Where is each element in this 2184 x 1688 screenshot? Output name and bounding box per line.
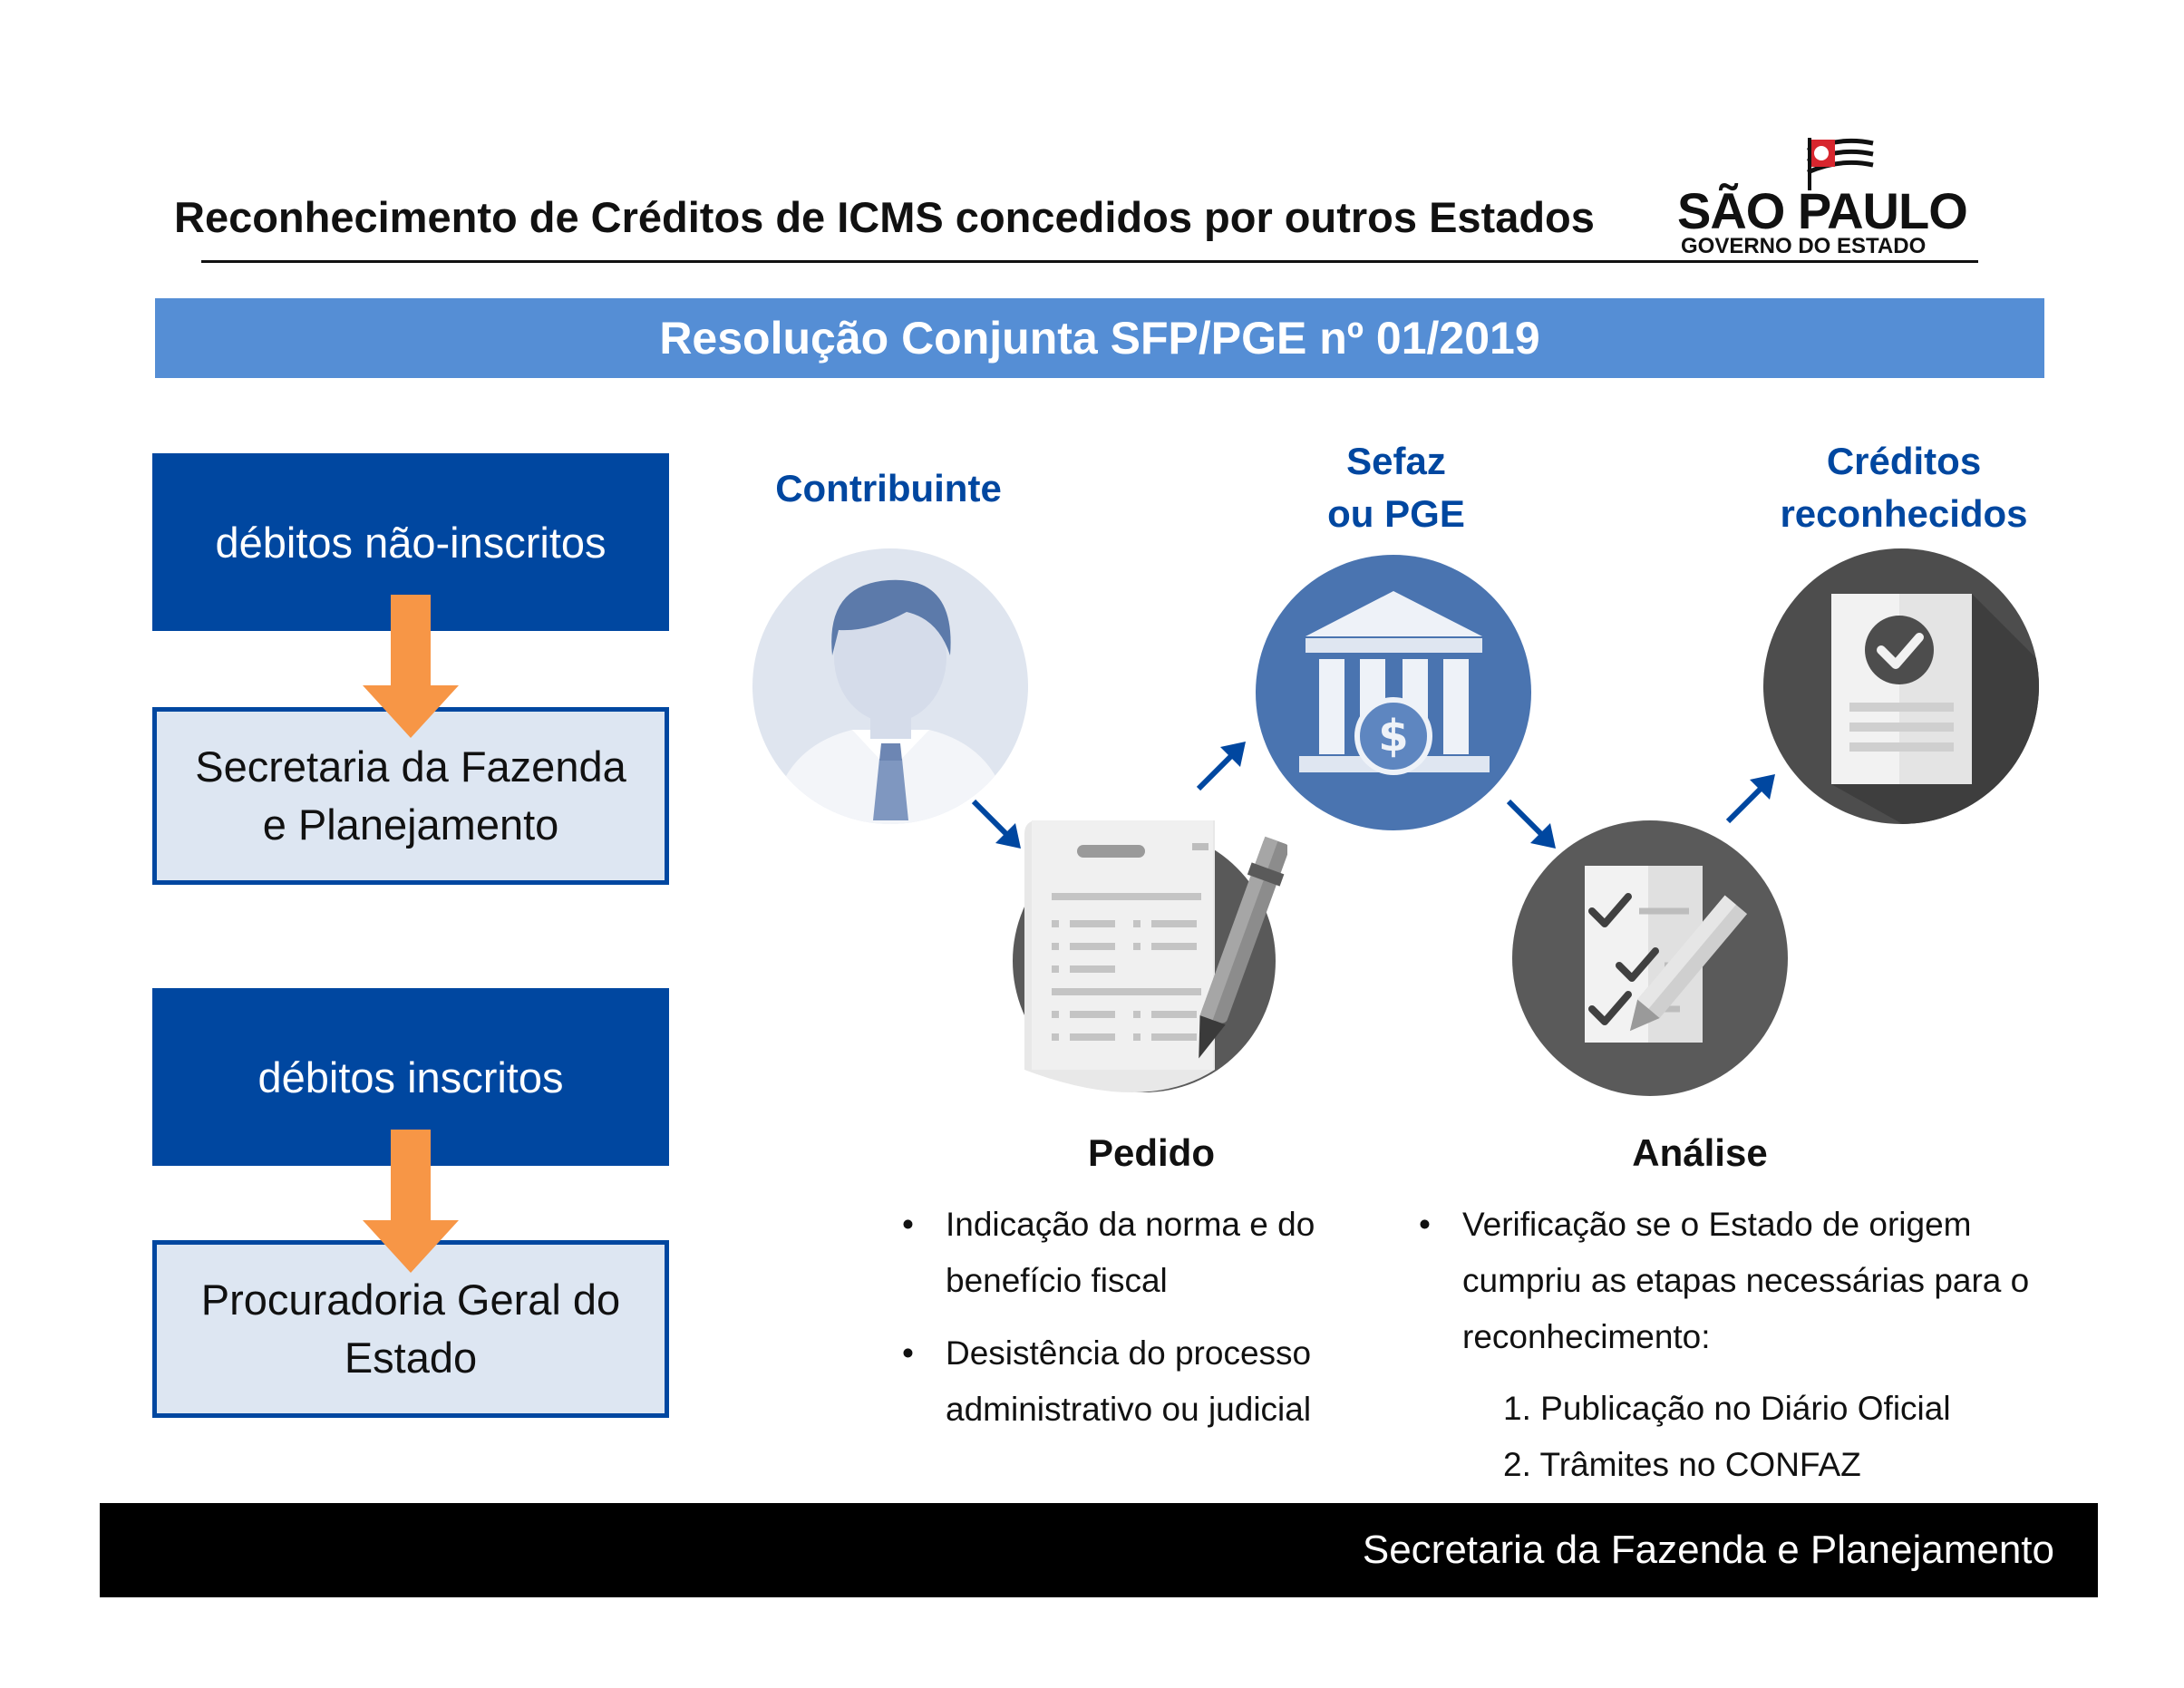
arrow-up-right-icon-2 — [1724, 771, 1779, 825]
form-pen-icon — [1006, 807, 1287, 1097]
analise-bullet-list — [1419, 1197, 2044, 1382]
arrow-down-right-icon-1 — [970, 798, 1024, 852]
resolution-banner: Resolução Conjunta SFP/PGE nº 01/2019 — [155, 298, 2044, 378]
sao-paulo-logo — [1677, 134, 1985, 261]
sefaz-label-line2: ou PGE — [1327, 492, 1465, 535]
analise-heading: Análise — [1632, 1131, 1768, 1174]
analise-bullet: • Verificação se o Estado de origem cumpriu as etapas necessárias para o reconhecimento: — [1419, 1197, 2044, 1365]
logo-main-text: SÃO PAULO — [1677, 182, 1967, 239]
analise-step: 1. Publicação no Diário Oficial — [1503, 1390, 1951, 1427]
creditos-label-line2: reconhecidos — [1780, 492, 2028, 535]
debitos-inscritos-label: débitos inscritos — [257, 1053, 564, 1101]
person-icon — [752, 548, 1029, 825]
bank-icon — [1256, 555, 1532, 831]
sefaz-label — [1260, 435, 1532, 540]
orange-down-arrow-1 — [361, 595, 461, 740]
logo-sub-text: GOVERNO DO ESTADO — [1681, 234, 1927, 258]
page-title: Reconhecimento de Créditos de ICMS concedidos por outros Estados — [174, 193, 1595, 241]
creditos-label — [1723, 435, 2085, 540]
approved-document-icon — [1763, 548, 2040, 825]
footer-text: Secretaria da Fazenda e Planejamento — [1362, 1528, 2054, 1572]
pedido-heading: Pedido — [1087, 1131, 1215, 1174]
pedido-bullet: • Indicação da norma e do benefício fiscal — [902, 1197, 1373, 1309]
svg-text:$: $ — [1378, 711, 1409, 762]
pedido-bullet: • Desistência do processo administrativo ou judicial — [902, 1325, 1373, 1438]
debitos-nao-inscritos-label: débitos não-inscritos — [215, 518, 607, 567]
sefaz-label-line1: Sefaz — [1346, 440, 1446, 482]
secretaria-label: Secretaria da Fazenda e Planejamento — [195, 742, 626, 849]
analise-steps-list — [1503, 1381, 2047, 1493]
arrow-up-right-icon-1 — [1195, 738, 1249, 792]
checklist-icon — [1512, 820, 1789, 1097]
creditos-label-line1: Créditos — [1826, 440, 1982, 482]
procuradoria-label: Procuradoria Geral do Estado — [200, 1276, 621, 1382]
orange-down-arrow-2 — [361, 1130, 461, 1275]
contribuinte-label: Contribuinte — [775, 467, 1002, 509]
analise-step: 2. Trâmites no CONFAZ — [1503, 1446, 1861, 1483]
pedido-bullet-list — [902, 1197, 1373, 1454]
footer-bar — [100, 1503, 2098, 1597]
arrow-down-right-icon-2 — [1505, 798, 1559, 852]
